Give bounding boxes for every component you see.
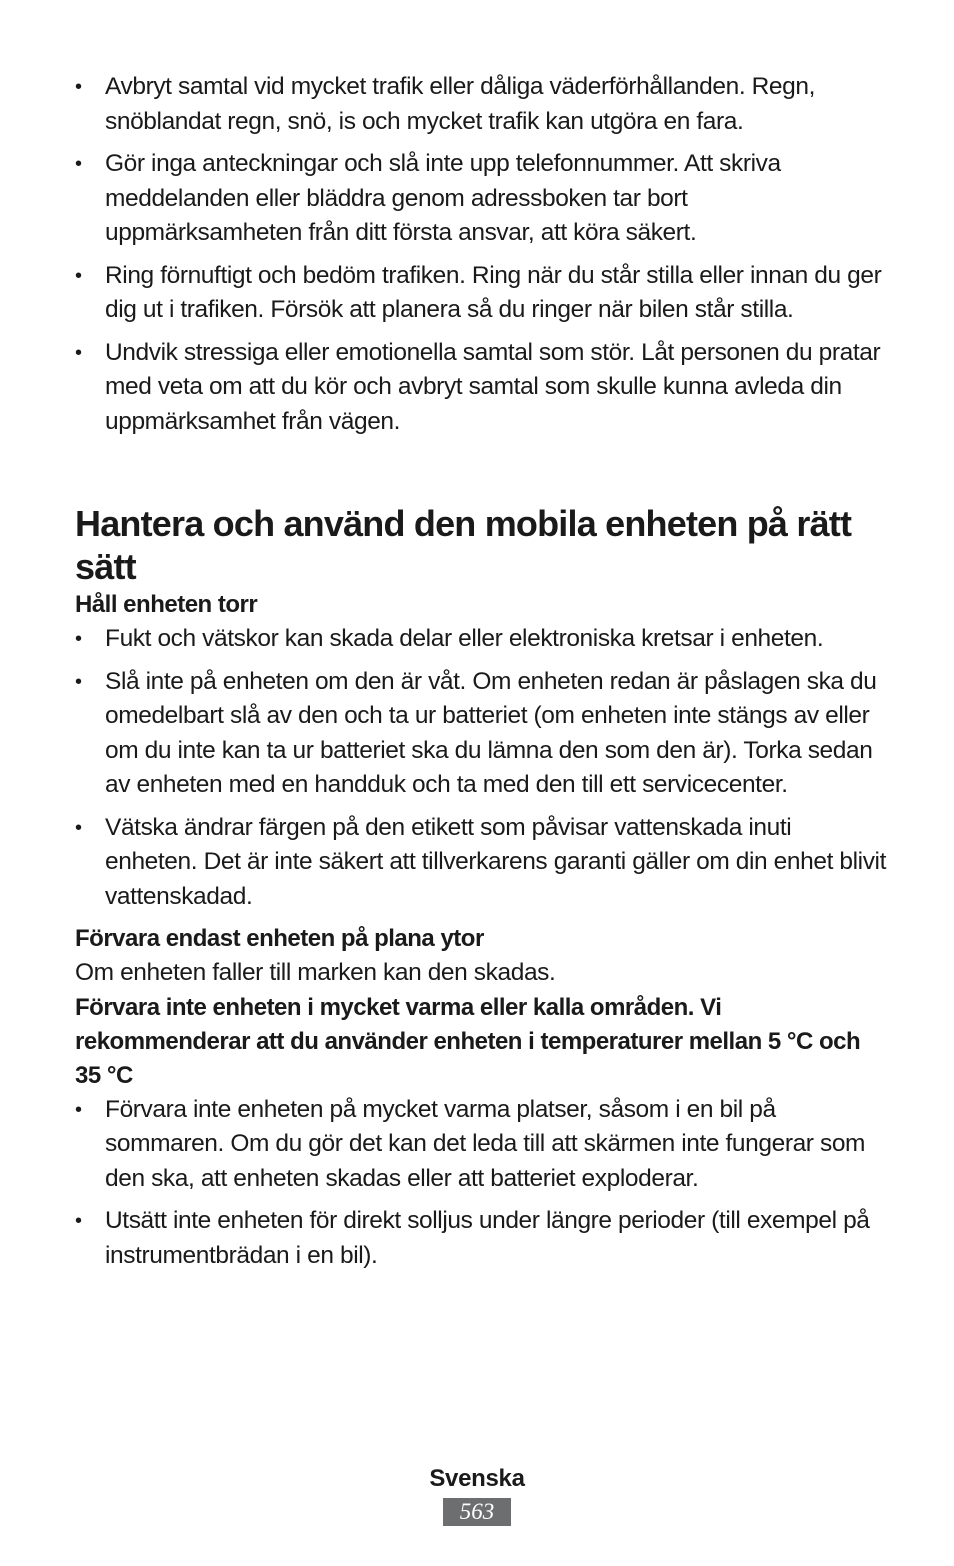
- list-item-text: Avbryt samtal vid mycket trafik eller dåliga väderförhållanden. Regn, snöblandat regn, snö, is och mycket trafik kan utgöra en fara.: [105, 73, 816, 135]
- bullet-icon: •: [75, 628, 82, 650]
- flat-surfaces-text: Om enheten faller till marken kan den skadas.: [75, 959, 556, 986]
- list-item: [75, 1204, 887, 1273]
- list-item-text: Fukt och vätskor kan skada delar eller elektroniska kretsar i enheten.: [105, 625, 824, 652]
- footer-language: Svenska: [429, 1465, 525, 1492]
- keep-dry-heading: Håll enheten torr: [75, 591, 258, 618]
- page-footer: [0, 1462, 954, 1526]
- list-item: [75, 70, 887, 139]
- list-item: [75, 147, 887, 251]
- keep-dry-bullet-list: [75, 622, 887, 914]
- bullet-icon: •: [75, 1210, 82, 1232]
- list-item: [75, 1093, 887, 1197]
- section-title: Hantera och använd den mobila enheten på rätt sätt: [75, 503, 852, 587]
- bullet-icon: •: [75, 264, 82, 287]
- bullet-icon: •: [75, 1098, 82, 1121]
- flat-surfaces-heading: Förvara endast enheten på plana ytor: [75, 925, 484, 952]
- page-content: [75, 70, 887, 1281]
- list-item-text: Ring förnuftigt och bedöm trafiken. Ring när du står stilla eller innan du ger dig ut i trafiken. Försök att planera så du ringer när bilen står stilla.: [105, 261, 882, 323]
- bullet-icon: •: [75, 76, 82, 98]
- list-item-text: Gör inga anteckningar och slå inte upp telefonnummer. Att skriva meddelanden eller bläddra genom adressboken tar bort uppmärksamheten från ditt första ansvar, att köra säkert.: [105, 150, 781, 246]
- list-item: [75, 336, 887, 440]
- list-item-text: Undvik stressiga eller emotionella samtal som stör. Låt personen du pratar med veta om att du kör och avbryt samtal som skulle kunna avleda din uppmärksamhet från vägen.: [105, 338, 881, 435]
- list-item: [75, 259, 887, 328]
- intro-bullet-list: [75, 70, 887, 439]
- list-item-text: Vätska ändrar färgen på den etikett som påvisar vattenskada inuti enheten. Det är inte säkert att tillverkarens garanti gäller om din enhet blivit vattenskadad.: [105, 813, 887, 910]
- temperature-heading: Förvara inte enheten i mycket varma eller kalla områden. Vi rekommenderar att du använder enheten i temperaturer mellan 5 °C och 35 °C: [75, 993, 861, 1089]
- list-item: [75, 811, 887, 915]
- list-item: [75, 665, 887, 803]
- list-item-text: Utsätt inte enheten för direkt solljus under längre perioder (till exempel på instrumentbrädan i en bil).: [105, 1207, 870, 1269]
- bullet-icon: •: [75, 153, 82, 175]
- temperature-bullet-list: [75, 1093, 887, 1274]
- bullet-icon: •: [75, 341, 82, 364]
- page-number: 563: [443, 1498, 511, 1526]
- bullet-icon: •: [75, 670, 82, 693]
- bullet-icon: •: [75, 816, 82, 839]
- list-item-text: Förvara inte enheten på mycket varma platser, såsom i en bil på sommaren. Om du gör det kan det leda till att skärmen inte fungerar som den ska, att enheten skadas eller att batteriet exploderar.: [105, 1095, 866, 1192]
- list-item: [75, 622, 887, 657]
- list-item-text: Slå inte på enheten om den är våt. Om enheten redan är påslagen ska du omedelbart slå av den och ta ur batteriet (om enheten inte stängs av eller om du inte kan ta ur batteriet ska du lämna den som den är). Torka sedan av enheten med en handduk och ta med den till ett servicecenter.: [105, 667, 877, 798]
